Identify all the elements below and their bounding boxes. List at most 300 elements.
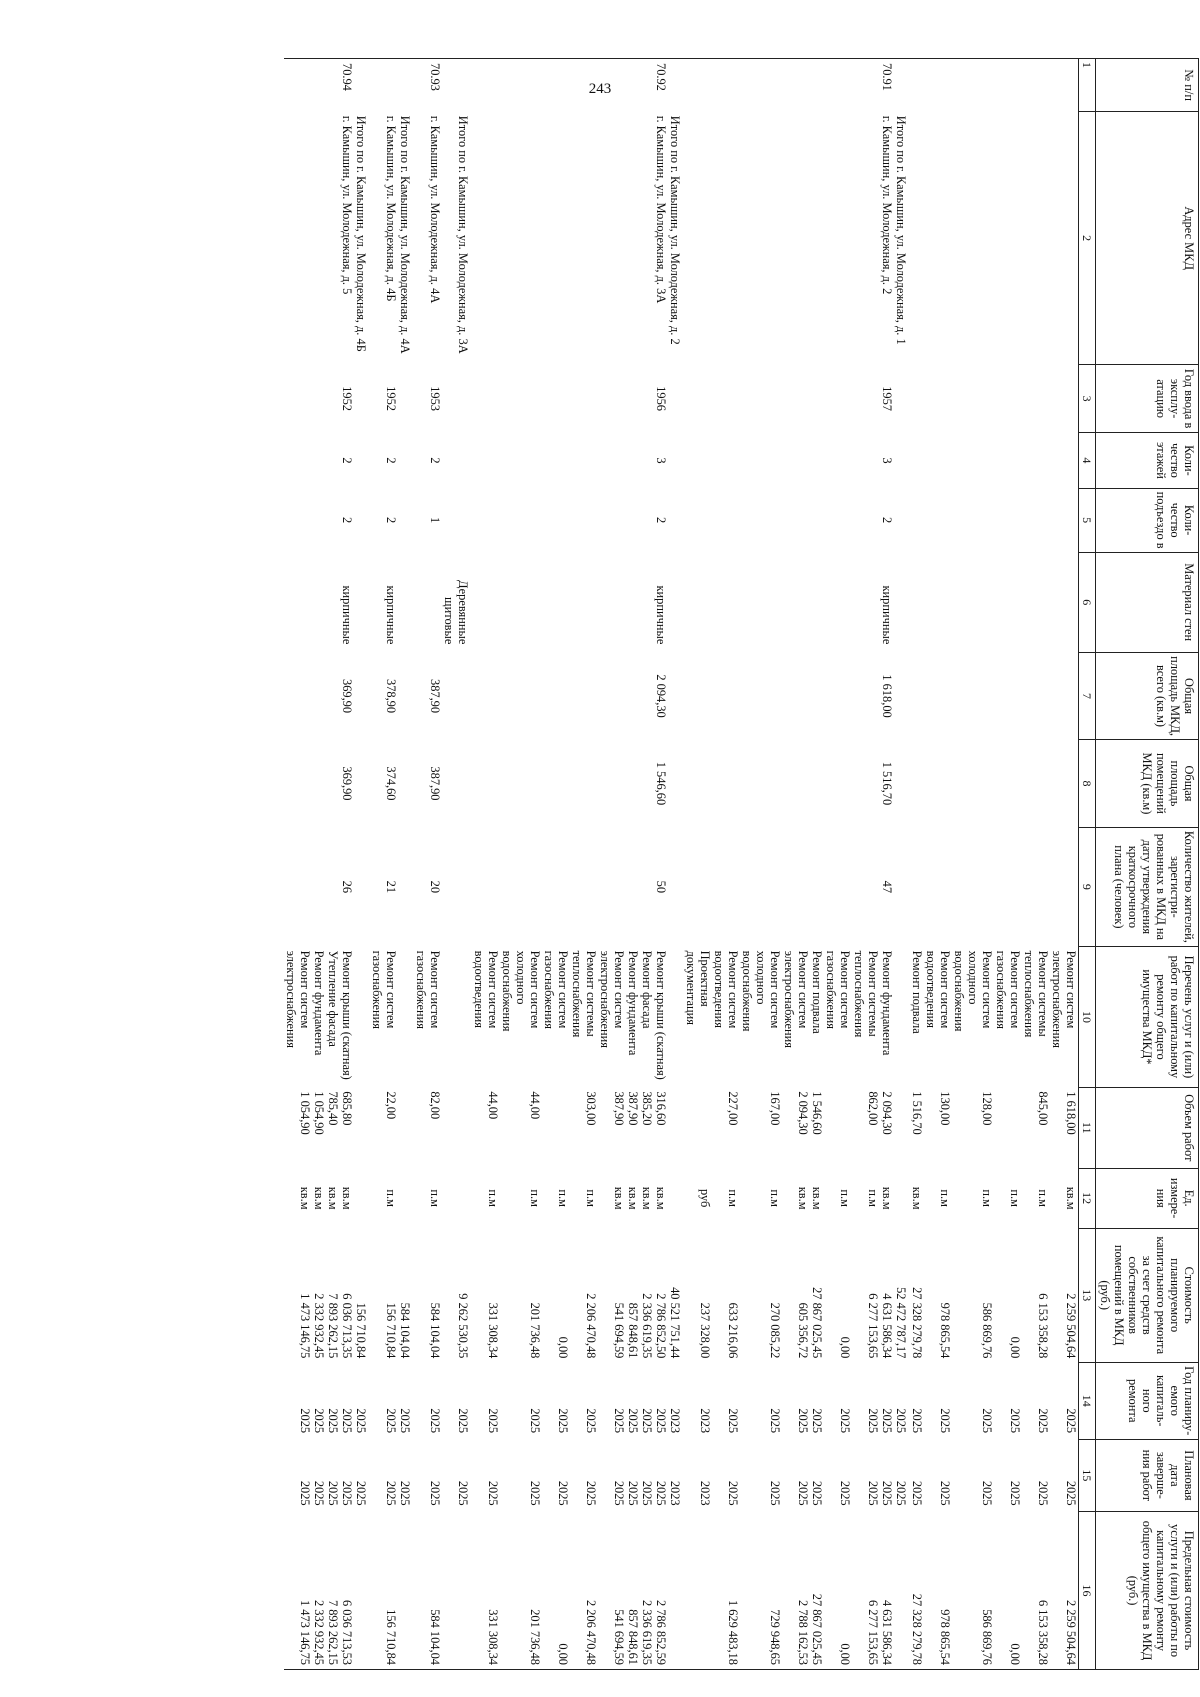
row-volume: 1 054,90 — [312, 1091, 326, 1135]
row-address — [626, 112, 640, 365]
row-premises-area — [326, 740, 340, 827]
table-row — [1050, 59, 1079, 1670]
row-residents — [542, 827, 570, 946]
row-work: Ремонт систем холодного водоснабжения — [952, 950, 994, 1032]
row-year — [852, 364, 880, 432]
column-number: 6 — [1079, 552, 1096, 652]
row-entrances: 2 — [880, 517, 894, 524]
row-number — [542, 59, 570, 112]
row-number — [326, 59, 340, 112]
row-entrances: 2 — [340, 517, 354, 524]
row-floors: 3 — [654, 457, 668, 464]
row-residents — [472, 827, 500, 946]
row-entrances — [598, 488, 626, 552]
row-plan-year: 2025 — [428, 1408, 442, 1434]
row-volume: 685,80 — [340, 1091, 354, 1126]
row-floors — [684, 433, 712, 488]
row-work: Ремонт систем электроснабжения — [782, 950, 810, 1048]
row-wall-material — [684, 552, 712, 652]
row-residents — [312, 827, 326, 946]
row-premises-area — [354, 740, 370, 827]
row-year — [782, 364, 810, 432]
row-floors — [824, 433, 852, 488]
row-cost: 584 104,04 — [398, 1302, 412, 1359]
row-entrances — [640, 488, 654, 552]
row-entrances — [312, 488, 326, 552]
row-plan-year: 2025 — [312, 1408, 326, 1434]
table-row — [952, 59, 994, 1670]
row-cost: 52 472 787,17 — [894, 1287, 908, 1359]
row-limit-cost: 978 865,54 — [924, 1512, 952, 1670]
row-entrances — [894, 488, 910, 552]
row-wall-material — [668, 552, 684, 652]
row-address — [910, 112, 924, 365]
row-cost: 27 328 279,78 — [910, 1287, 924, 1359]
row-end-date: 2023 — [698, 1480, 712, 1506]
row-premises-area — [712, 740, 740, 827]
row-residents — [684, 827, 712, 946]
row-floors — [810, 433, 824, 488]
row-total-area — [442, 652, 472, 739]
row-plan-year: 2025 — [584, 1408, 598, 1434]
row-number — [952, 59, 994, 112]
row-premises-area: 1 546,60 — [654, 761, 668, 806]
table-row — [626, 59, 640, 1670]
table-row — [824, 59, 852, 1670]
row-number: 70.94 — [340, 59, 354, 112]
row-premises-area — [668, 740, 684, 827]
row-volume: 1 546,60 — [810, 1091, 824, 1135]
row-number — [994, 59, 1022, 112]
row-residents: 47 — [880, 880, 894, 894]
row-floors — [284, 433, 312, 488]
row-unit: п.м — [584, 1189, 598, 1207]
row-entrances — [994, 488, 1022, 552]
row-end-date: 2025 — [938, 1480, 952, 1506]
row-plan-year: 2025 — [486, 1408, 500, 1434]
row-wall-material — [472, 552, 500, 652]
row-number — [684, 59, 712, 112]
row-entrances — [952, 488, 994, 552]
row-unit: кв.м — [626, 1186, 640, 1210]
row-volume: 303,00 — [584, 1091, 598, 1126]
row-floors — [398, 433, 414, 488]
row-cost: 2 786 852,50 — [654, 1293, 668, 1359]
row-wall-material — [952, 552, 994, 652]
row-volume — [668, 1087, 684, 1168]
row-year — [910, 364, 924, 432]
row-number — [668, 59, 684, 112]
header-cost: Стоимость планируемого капитального ремонта за счет средств собственников помещений в МКД (руб.) — [1096, 1228, 1199, 1362]
row-address: г. Камышин, ул. Молодежная, д. 4Б — [384, 115, 398, 302]
row-entrances — [398, 488, 414, 552]
row-unit: п.м — [384, 1189, 398, 1207]
row-limit-cost: 2 206 470,48 — [570, 1512, 598, 1670]
row-total-area: 1 618,00 — [880, 674, 894, 718]
row-premises-area: 374,60 — [384, 766, 398, 801]
row-volume: 130,00 — [938, 1091, 952, 1126]
row-total-area: 369,90 — [340, 679, 354, 714]
row-entrances — [284, 488, 312, 552]
header-limit-cost: Предельная стоимость услуги и (или) работы по капитальному ремонту общего имущества в МКД (руб.) — [1096, 1512, 1199, 1670]
row-unit: кв.м — [612, 1186, 626, 1210]
row-cost: 6 277 153,65 — [866, 1293, 880, 1359]
row-unit: кв.м — [880, 1186, 894, 1210]
row-cost: 7 893 262,15 — [326, 1293, 340, 1359]
row-work: Ремонт систем газоснабжения — [370, 950, 398, 1029]
row-total-area — [312, 652, 326, 739]
row-premises-area — [442, 740, 472, 827]
row-limit-cost: 0,00 — [824, 1512, 852, 1670]
row-plan-year: 2023 — [668, 1408, 682, 1434]
column-number: 12 — [1079, 1168, 1096, 1228]
row-wall-material — [894, 552, 910, 652]
row-end-date: 2025 — [640, 1480, 654, 1506]
row-plan-year: 2025 — [1008, 1408, 1022, 1434]
row-cost: 2 206 470,48 — [584, 1293, 598, 1359]
row-premises-area — [852, 740, 880, 827]
row-limit-cost: 27 867 025,45 — [810, 1512, 824, 1670]
row-address: Итого по г. Камышин, ул. Молодежная, д. 4А — [398, 115, 412, 354]
row-volume: 2 094,30 — [796, 1091, 810, 1135]
row-address — [712, 112, 740, 365]
row-floors — [1022, 433, 1050, 488]
row-end-date: 2025 — [584, 1480, 598, 1506]
row-total-area — [1022, 652, 1050, 739]
table-row — [312, 59, 326, 1670]
row-limit-cost: 857 848,61 — [626, 1512, 640, 1670]
header-end-date: Плановая дата заверше- ния работ — [1096, 1439, 1199, 1512]
row-work: Проектная документация — [684, 950, 712, 1025]
row-cost: 1 473 146,75 — [298, 1293, 312, 1359]
row-cost: 0,00 — [556, 1336, 570, 1359]
row-total-area — [500, 652, 542, 739]
row-total-area: 387,90 — [428, 679, 442, 714]
header-wall-material: Материал стен — [1096, 552, 1199, 652]
table-row — [740, 59, 782, 1670]
row-total-area: 2 094,30 — [654, 674, 668, 718]
row-residents: 20 — [428, 880, 442, 894]
row-premises-area — [824, 740, 852, 827]
row-address: г. Камышин, ул. Молодежная, д. 5 — [340, 115, 354, 295]
row-limit-cost — [398, 1512, 414, 1670]
row-volume: 385,20 — [640, 1091, 654, 1126]
row-floors — [598, 433, 626, 488]
row-work: Ремонт крыши (скатная) — [654, 950, 668, 1080]
row-entrances — [1050, 488, 1079, 552]
row-floors — [354, 433, 370, 488]
row-limit-cost: 6 277 153,65 — [852, 1512, 880, 1670]
row-cost: 9 262 530,35 — [456, 1293, 470, 1359]
row-year — [626, 364, 640, 432]
row-volume — [894, 1087, 910, 1168]
row-cost: 586 869,76 — [980, 1302, 994, 1359]
row-volume: 845,00 — [1036, 1091, 1050, 1126]
row-limit-cost: 0,00 — [994, 1512, 1022, 1670]
row-total-area — [952, 652, 994, 739]
row-floors — [740, 433, 782, 488]
row-number — [810, 59, 824, 112]
row-year — [500, 364, 542, 432]
row-wall-material — [570, 552, 598, 652]
row-year: 1957 — [880, 386, 894, 411]
row-cost: 4 631 586,34 — [880, 1293, 894, 1359]
row-total-area — [1050, 652, 1079, 739]
row-unit: п.м — [1008, 1189, 1022, 1207]
row-wall-material — [398, 552, 414, 652]
row-limit-cost: 7 893 262,15 — [326, 1512, 340, 1670]
row-floors — [542, 433, 570, 488]
row-work: Ремонт систем газоснабжения — [994, 950, 1022, 1029]
row-number — [354, 59, 370, 112]
row-address — [782, 112, 810, 365]
row-number — [924, 59, 952, 112]
row-cost: 0,00 — [1008, 1336, 1022, 1359]
row-wall-material — [284, 552, 312, 652]
row-work: Ремонт фасада — [640, 950, 654, 1029]
row-premises-area — [570, 740, 598, 827]
row-residents — [824, 827, 852, 946]
row-number — [824, 59, 852, 112]
row-total-area — [668, 652, 684, 739]
row-volume — [354, 1087, 370, 1168]
row-entrances — [542, 488, 570, 552]
column-number: 3 — [1079, 364, 1096, 432]
row-year — [354, 364, 370, 432]
row-unit: кв.м — [810, 1186, 824, 1210]
row-plan-year: 2025 — [796, 1408, 810, 1434]
row-end-date: 2025 — [326, 1480, 340, 1506]
row-number — [640, 59, 654, 112]
column-number: 14 — [1079, 1362, 1096, 1439]
table-row — [340, 59, 354, 1670]
row-unit — [668, 1168, 684, 1228]
row-total-area — [924, 652, 952, 739]
row-end-date: 2025 — [398, 1480, 412, 1506]
row-floors: 3 — [880, 457, 894, 464]
row-volume: 1 516,70 — [910, 1091, 924, 1135]
row-wall-material — [712, 552, 740, 652]
row-number — [442, 59, 472, 112]
row-wall-material — [740, 552, 782, 652]
row-residents — [500, 827, 542, 946]
row-wall-material — [924, 552, 952, 652]
row-work: Ремонт систем электроснабжения — [284, 950, 312, 1048]
row-floors — [626, 433, 640, 488]
row-entrances — [740, 488, 782, 552]
row-total-area — [782, 652, 810, 739]
row-limit-cost: 541 694,59 — [598, 1512, 626, 1670]
row-unit: п.м — [556, 1189, 570, 1207]
row-cost: 270 085,22 — [768, 1302, 782, 1359]
row-unit — [894, 1168, 910, 1228]
row-plan-year: 2025 — [894, 1408, 908, 1434]
row-unit — [354, 1168, 370, 1228]
row-cost: 156 710,84 — [384, 1302, 398, 1359]
row-number: 70.91 — [880, 59, 894, 112]
row-floors — [442, 433, 472, 488]
row-wall-material — [598, 552, 626, 652]
row-cost: 605 356,72 — [796, 1302, 810, 1359]
row-volume: 862,00 — [866, 1091, 880, 1126]
row-volume — [398, 1087, 414, 1168]
row-floors: 2 — [428, 457, 442, 464]
row-work: Ремонт системы теплоснабжения — [1022, 950, 1050, 1038]
row-work — [398, 947, 414, 1088]
row-wall-material — [810, 552, 824, 652]
row-address — [598, 112, 626, 365]
row-limit-cost: 6 036 713,53 — [340, 1512, 354, 1670]
row-premises-area — [640, 740, 654, 827]
row-volume: 1 618,00 — [1064, 1091, 1078, 1135]
row-total-area — [398, 652, 414, 739]
row-total-area — [684, 652, 712, 739]
row-residents — [924, 827, 952, 946]
row-premises-area — [952, 740, 994, 827]
row-floors: 2 — [384, 457, 398, 464]
row-entrances — [782, 488, 810, 552]
row-entrances — [712, 488, 740, 552]
row-work: Ремонт систем холодного водоснабжения — [740, 950, 782, 1032]
row-address: Итого по г. Камышин, ул. Молодежная, д. 2 — [668, 115, 682, 345]
row-end-date: 2025 — [486, 1480, 500, 1506]
column-number: 16 — [1079, 1512, 1096, 1670]
row-wall-material: кирпичные — [384, 585, 398, 645]
row-wall-material — [312, 552, 326, 652]
row-limit-cost: 729 948,65 — [740, 1512, 782, 1670]
row-residents — [782, 827, 810, 946]
row-entrances — [824, 488, 852, 552]
table-row — [284, 59, 312, 1670]
row-cost: 156 710,84 — [354, 1302, 368, 1359]
row-year — [1022, 364, 1050, 432]
row-volume — [542, 1087, 570, 1168]
row-plan-year: 2025 — [326, 1408, 340, 1434]
header-plan-year: Год планиру- емого капиталь- ного ремонта — [1096, 1362, 1199, 1439]
row-total-area — [910, 652, 924, 739]
row-plan-year: 2025 — [654, 1408, 668, 1434]
row-unit: кв.м — [340, 1186, 354, 1210]
row-residents — [1022, 827, 1050, 946]
row-plan-year: 2025 — [1064, 1408, 1078, 1434]
row-limit-cost: 586 869,76 — [952, 1512, 994, 1670]
row-work: Ремонт систем водоотведения — [924, 950, 952, 1029]
row-number — [472, 59, 500, 112]
row-year — [442, 364, 472, 432]
row-limit-cost: 2 788 162,53 — [782, 1512, 810, 1670]
row-limit-cost: 4 631 586,34 — [880, 1512, 894, 1670]
row-unit: руб — [698, 1188, 712, 1208]
row-wall-material — [852, 552, 880, 652]
row-work: Ремонт подвала — [810, 950, 824, 1034]
column-number: 7 — [1079, 652, 1096, 739]
row-residents — [354, 827, 370, 946]
row-wall-material: Деревянные щитовые — [442, 580, 470, 645]
row-cost: 857 848,61 — [626, 1302, 640, 1359]
row-unit: кв.м — [312, 1186, 326, 1210]
row-wall-material — [354, 552, 370, 652]
row-entrances — [626, 488, 640, 552]
row-residents — [570, 827, 598, 946]
row-address — [326, 112, 340, 365]
row-premises-area — [500, 740, 542, 827]
row-limit-cost: 2 786 852,59 — [654, 1512, 668, 1670]
row-year — [684, 364, 712, 432]
row-plan-year: 2025 — [384, 1408, 398, 1434]
row-total-area — [640, 652, 654, 739]
row-total-area — [894, 652, 910, 739]
table-row — [1022, 59, 1050, 1670]
row-year — [570, 364, 598, 432]
row-address — [570, 112, 598, 365]
row-unit: кв.м — [326, 1186, 340, 1210]
row-volume: 82,00 — [428, 1091, 442, 1120]
row-floors — [500, 433, 542, 488]
row-limit-cost: 1 473 146,75 — [284, 1512, 312, 1670]
row-wall-material — [626, 552, 640, 652]
row-wall-material — [414, 552, 442, 652]
row-address: Итого по г. Камышин, ул. Молодежная, д. 3А — [456, 115, 470, 354]
row-number — [370, 59, 398, 112]
row-end-date: 2025 — [354, 1480, 368, 1506]
row-total-area: 378,90 — [384, 679, 398, 714]
row-premises-area — [284, 740, 312, 827]
table-row — [654, 59, 668, 1670]
row-premises-area — [782, 740, 810, 827]
row-work: Ремонт систем электроснабжения — [1050, 950, 1078, 1048]
row-address — [684, 112, 712, 365]
row-address — [810, 112, 824, 365]
row-end-date: 2025 — [654, 1480, 668, 1506]
row-end-date: 2025 — [340, 1480, 354, 1506]
row-floors — [326, 433, 340, 488]
row-premises-area — [542, 740, 570, 827]
row-year: 1952 — [340, 386, 354, 411]
row-number: 70.93 — [414, 59, 442, 112]
row-entrances: 2 — [654, 517, 668, 524]
row-floors — [910, 433, 924, 488]
row-address: г. Камышин, ул. Молодежная, д. 2 — [880, 115, 894, 295]
header-premises-area: Общая площадь помещений МКД (кв.м) — [1096, 740, 1199, 827]
row-floors — [712, 433, 740, 488]
row-address: Итого по г. Камышин, ул. Молодежная, д. 1 — [894, 115, 908, 345]
row-total-area — [598, 652, 626, 739]
row-wall-material: кирпичные — [340, 585, 354, 645]
row-floors — [312, 433, 326, 488]
table-row — [684, 59, 712, 1670]
page-number: 243 — [588, 81, 612, 97]
row-end-date: 2025 — [910, 1480, 924, 1506]
row-limit-cost — [684, 1512, 712, 1670]
row-cost: 237 328,00 — [698, 1302, 712, 1359]
row-year: 1952 — [384, 386, 398, 411]
total-row — [668, 59, 684, 1670]
row-volume: 22,00 — [384, 1091, 398, 1120]
row-year — [712, 364, 740, 432]
row-premises-area — [598, 740, 626, 827]
row-premises-area — [398, 740, 414, 827]
row-entrances — [910, 488, 924, 552]
row-entrances — [326, 488, 340, 552]
row-volume: 316,60 — [654, 1091, 668, 1126]
row-number — [712, 59, 740, 112]
row-address — [284, 112, 312, 365]
table-row — [852, 59, 880, 1670]
row-premises-area — [810, 740, 824, 827]
row-unit — [398, 1168, 414, 1228]
column-number: 11 — [1079, 1087, 1096, 1168]
row-floors — [472, 433, 500, 488]
